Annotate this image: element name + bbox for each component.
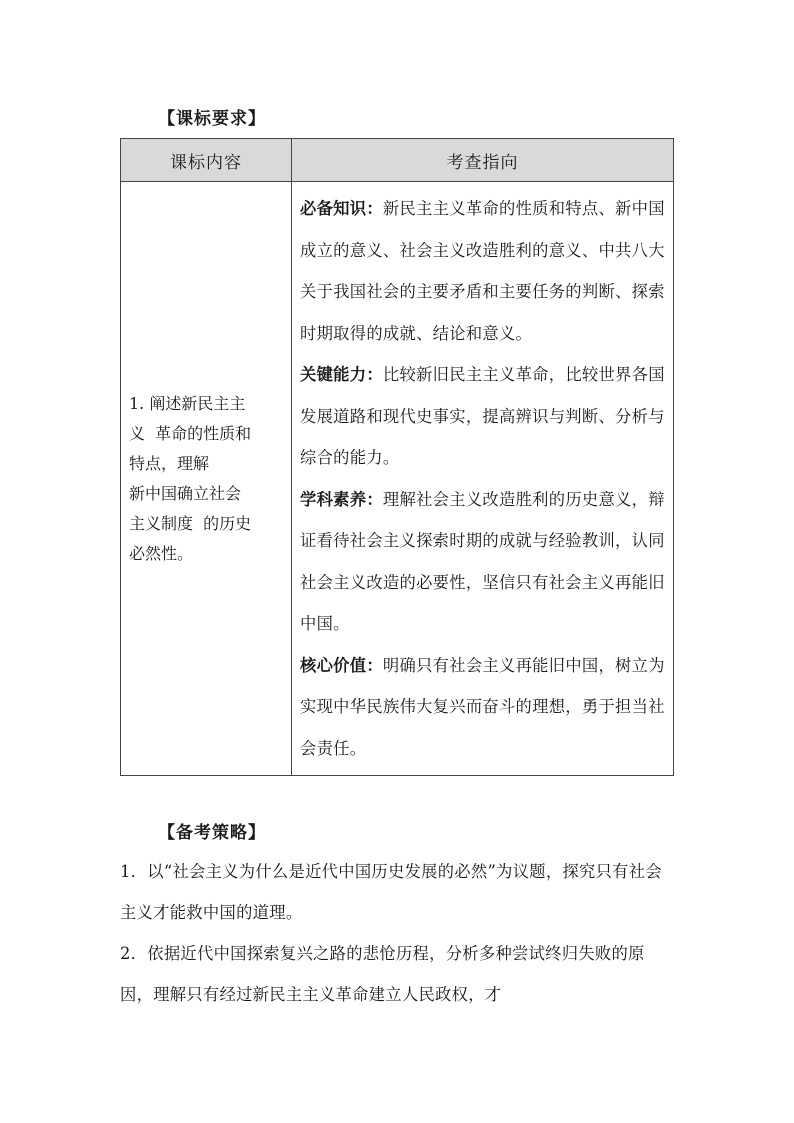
content-line: 特点，理解	[129, 453, 210, 473]
content-line: 主义制度 的历史	[129, 513, 252, 533]
content-line: 义 革命的性质和	[129, 423, 252, 443]
content-line: 1. 阐述新民主主	[129, 393, 246, 413]
strategy-paragraph: 2．依据近代中国探索复兴之路的悲怆历程，分析多种尝试终归失败的原因，理解只有经过新民主主义革命建立人民政权，才	[120, 944, 645, 1004]
content-cell	[121, 182, 292, 776]
item-text: 比较新旧民主主义革命，比较世界各国发展道路和现代史事实，提高辨识与判断、分析与综合的能力。	[300, 365, 665, 467]
item-label: 核心价值：	[300, 655, 383, 675]
focus-item-values	[300, 645, 665, 770]
focus-cell	[292, 182, 674, 776]
table-row	[121, 182, 674, 776]
item-label: 学科素养：	[300, 489, 383, 509]
strategy-body	[120, 851, 676, 1015]
item-text: 明确只有社会主义再能旧中国，树立为实现中华民族伟大复兴而奋斗的理想，勇于担当社会责任。	[300, 655, 665, 758]
curriculum-heading: 【课标要求】	[158, 109, 266, 129]
curriculum-table	[120, 138, 674, 776]
content-text	[121, 389, 291, 569]
table-header-row	[121, 139, 674, 182]
focus-text	[292, 182, 673, 775]
col2-header: 考查指向	[292, 139, 674, 182]
item-text: 理解社会主义改造胜利的历史意义，辩证看待社会主义探索时期的成就与经验教训，认同社会主义改造的必要性，坚信只有社会主义再能旧中国。	[300, 489, 665, 633]
focus-item-ability	[300, 354, 665, 479]
strategy-paragraph: 1．以“社会主义为什么是近代中国历史发展的必然”为议题，探究只有社会主义才能救中国的道理。	[120, 862, 662, 922]
col1-header: 课标内容	[121, 139, 292, 182]
item-label: 必备知识：	[300, 199, 383, 218]
item-label: 关键能力：	[300, 365, 383, 384]
strategy-heading: 【备考策略】	[158, 823, 266, 843]
content-line: 必然性。	[129, 543, 194, 563]
focus-item-knowledge	[300, 188, 665, 354]
content-line: 新中国确立社会	[129, 483, 242, 503]
item-text: 新民主主义革命的性质和特点、新中国成立的意义、社会主义改造胜利的意义、中共八大关于我国社会的主要矛盾和主要任务的判断、探索时期取得的成就、结论和意义。	[300, 199, 665, 343]
focus-item-literacy	[300, 479, 665, 645]
